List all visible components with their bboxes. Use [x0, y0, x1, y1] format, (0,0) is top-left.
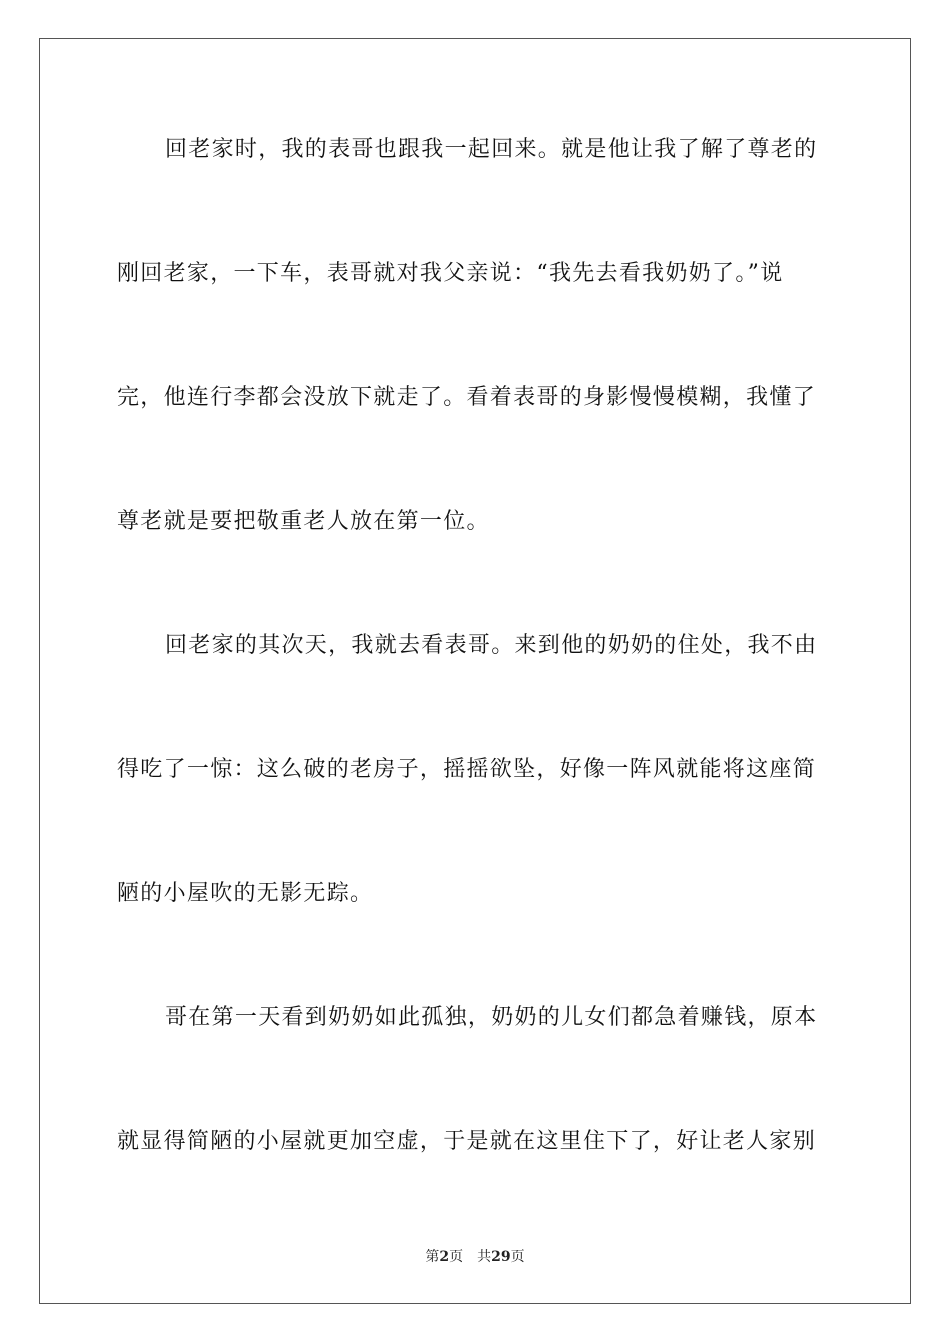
page-footer	[0, 1247, 950, 1267]
page-frame	[39, 38, 911, 1304]
page-number: 2	[439, 1249, 450, 1265]
text-line-6: 得吃了一惊：这么破的老房子，摇摇欲坠，好像一阵风就能将这座简	[117, 757, 817, 782]
text-line-1: 回老家时，我的表哥也跟我一起回来。就是他让我了解了尊老的	[165, 137, 818, 162]
text-line-9: 就显得简陋的小屋就更加空虚，于是就在这里住下了，好让老人家别	[117, 1129, 817, 1154]
total-suffix: 页	[510, 1249, 525, 1265]
total-prefix: 共	[477, 1249, 492, 1265]
text-line-2: 刚回老家，一下车，表哥就对我父亲说：“我先去看我奶奶了。”说	[117, 261, 784, 286]
page-prefix: 第	[425, 1249, 440, 1265]
text-line-3: 完，他连行李都会没放下就走了。看着表哥的身影慢慢模糊，我懂了	[117, 385, 817, 410]
total-pages: 29	[491, 1249, 511, 1265]
page-suffix: 页	[449, 1249, 464, 1265]
text-line-8: 哥在第一天看到奶奶如此孤独，奶奶的儿女们都急着赚钱，原本	[165, 1005, 818, 1030]
text-line-7: 陋的小屋吹的无影无踪。	[117, 881, 374, 906]
text-line-5: 回老家的其次天，我就去看表哥。来到他的奶奶的住处，我不由	[165, 633, 818, 658]
text-line-4: 尊老就是要把敬重老人放在第一位。	[117, 509, 490, 534]
